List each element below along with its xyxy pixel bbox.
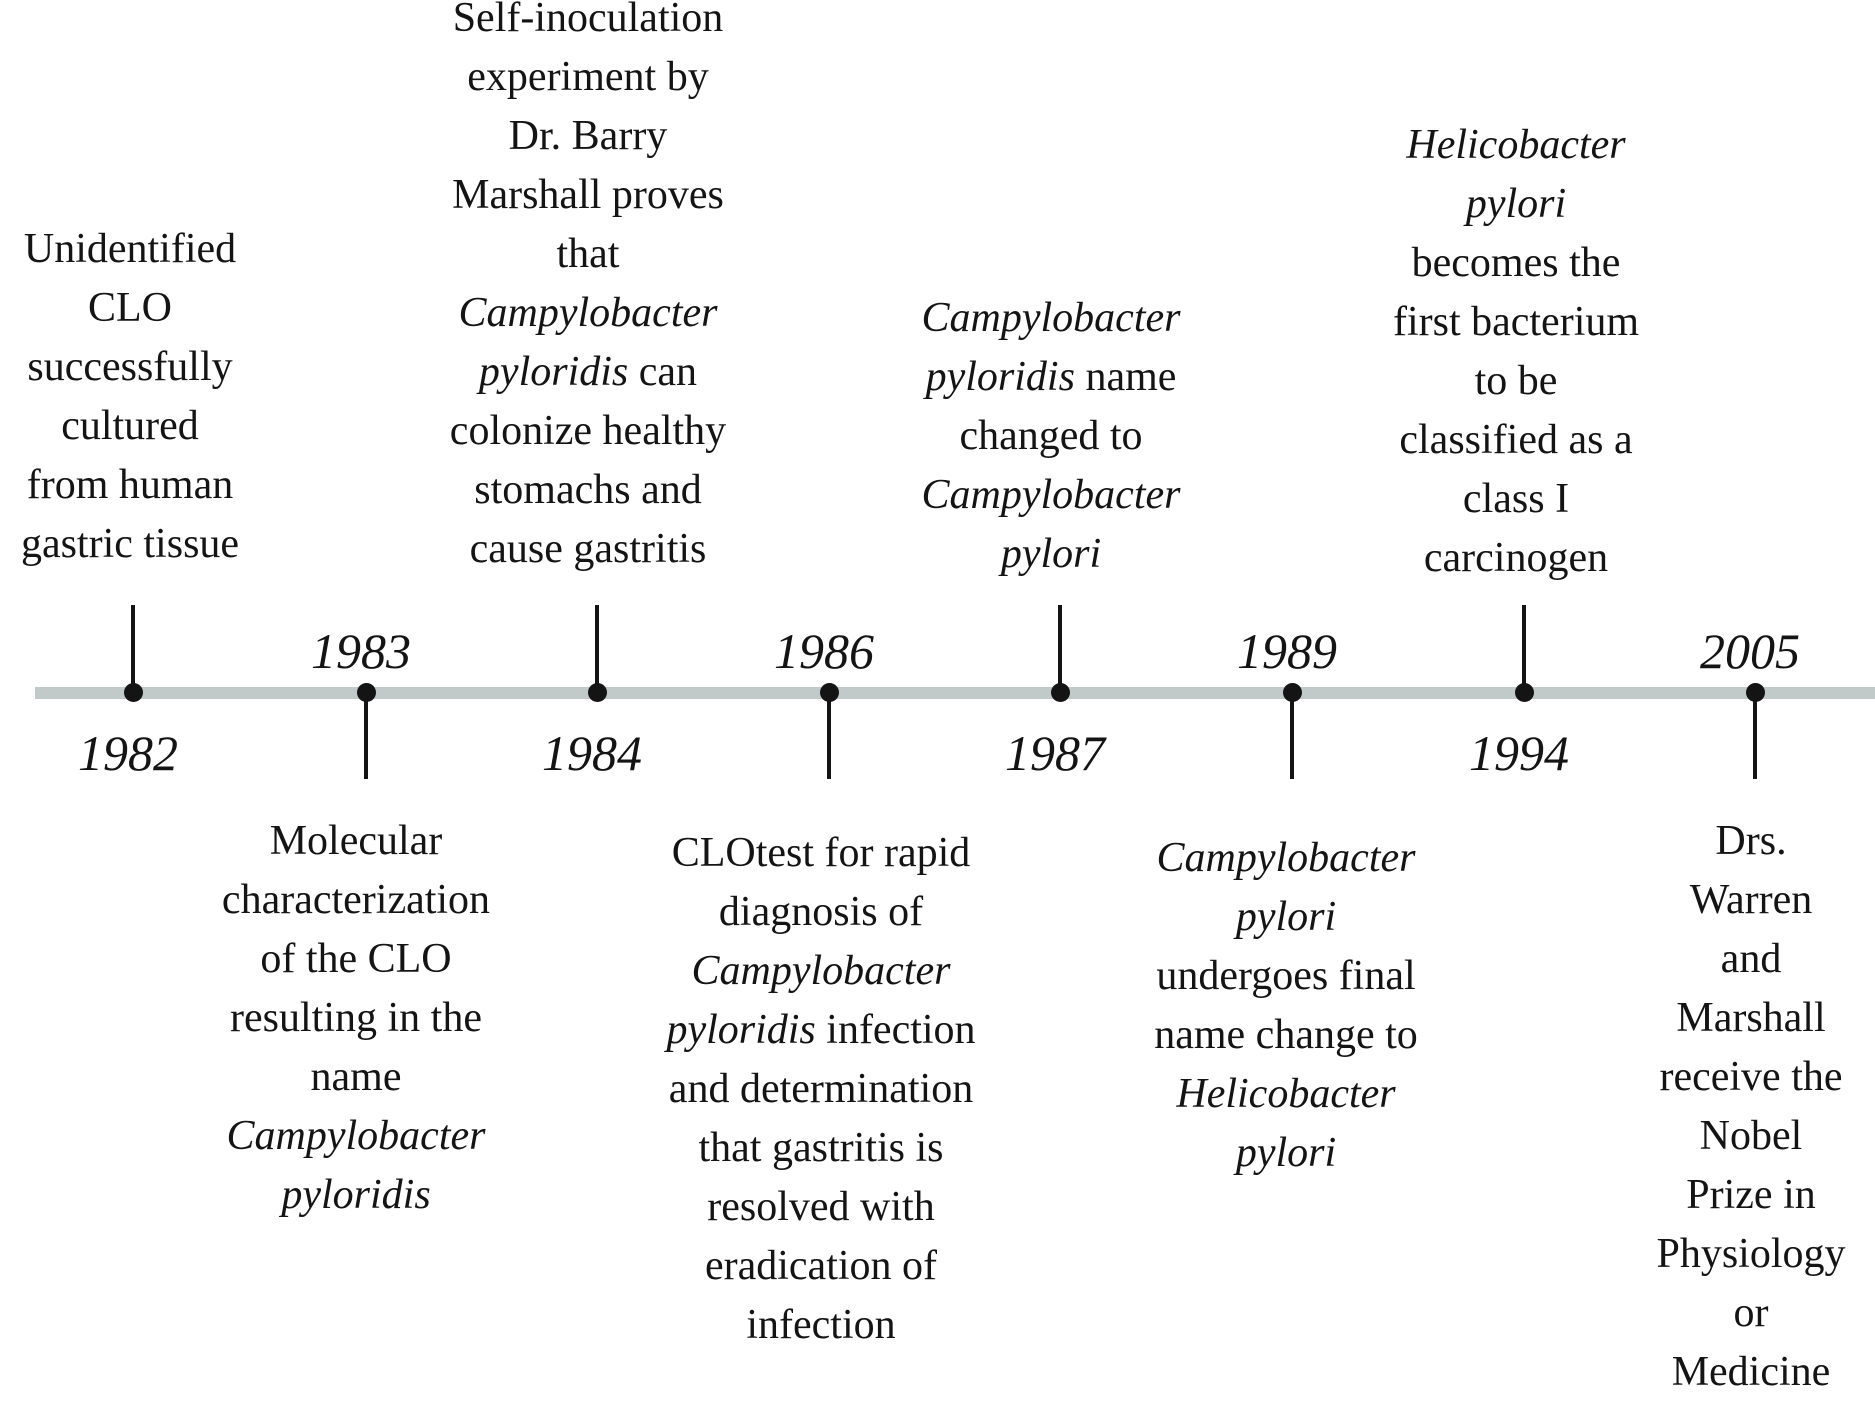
event-stem-7: [1522, 605, 1526, 693]
event-line: [136, 871, 576, 930]
event-line: [136, 1048, 576, 1107]
italic-text: Campylobacter: [226, 1113, 486, 1159]
event-year-8: 2005: [1700, 623, 1800, 679]
event-text: cultured: [61, 403, 199, 449]
event-description-5: [831, 289, 1271, 584]
event-text: can: [628, 349, 698, 395]
event-text: of the CLO: [260, 936, 452, 982]
event-line: [831, 466, 1271, 525]
event-line: [1531, 1225, 1875, 1284]
event-text: Unidentified: [23, 226, 237, 272]
event-line: [1531, 812, 1875, 871]
event-line: [0, 515, 350, 574]
event-year-2: 1983: [311, 623, 411, 679]
event-marker-1: [124, 683, 143, 702]
event-text: from human: [26, 462, 234, 508]
event-year-5: 1987: [1005, 725, 1105, 781]
event-line: [1066, 829, 1506, 888]
italic-text: Campylobacter: [921, 472, 1181, 518]
event-line: [368, 520, 808, 579]
event-line: [1531, 1166, 1875, 1225]
italic-text: Helicobacter: [1176, 1071, 1396, 1117]
event-text: or: [1733, 1290, 1769, 1336]
event-text: Molecular: [269, 818, 443, 864]
event-line: [601, 1237, 1041, 1296]
italic-text: pylori: [1000, 531, 1102, 577]
event-line: [1531, 1107, 1875, 1166]
timeline-axis: [35, 687, 1875, 699]
event-line: [368, 225, 808, 284]
event-description-4: [601, 824, 1041, 1355]
italic-text: pylori: [1235, 1130, 1337, 1176]
event-line: [0, 397, 350, 456]
event-text: carcinogen: [1423, 535, 1609, 581]
event-line: [601, 942, 1041, 1001]
event-text: receive the: [1659, 1054, 1843, 1100]
event-line: [368, 166, 808, 225]
event-line: [601, 824, 1041, 883]
event-text: infection: [815, 1007, 976, 1053]
event-line: [1296, 529, 1736, 588]
event-line: [1066, 1006, 1506, 1065]
event-year-6: 1989: [1237, 623, 1337, 679]
event-text: first bacterium: [1392, 299, 1640, 345]
event-stem-4: [827, 693, 831, 779]
event-text: infection: [746, 1302, 896, 1348]
event-description-6: [1066, 829, 1506, 1183]
event-line: [136, 989, 576, 1048]
event-text: Drs.: [1715, 818, 1787, 864]
event-line: [1531, 1284, 1875, 1343]
event-line: [601, 1060, 1041, 1119]
event-text: gastric tissue: [20, 521, 240, 567]
event-line: [368, 48, 808, 107]
event-text: Nobel: [1699, 1113, 1803, 1159]
event-text: changed to: [959, 413, 1143, 459]
event-marker-6: [1283, 683, 1302, 702]
event-line: [0, 338, 350, 397]
event-text: name: [310, 1054, 402, 1100]
event-description-8: [1531, 812, 1875, 1402]
event-line: [601, 1178, 1041, 1237]
event-line: [1531, 871, 1875, 930]
event-line: [1296, 352, 1736, 411]
event-line: [136, 930, 576, 989]
event-text: CLOtest for rapid: [671, 830, 971, 876]
event-marker-3: [588, 683, 607, 702]
italic-text: pyloridis: [666, 1007, 816, 1053]
event-year-1: 1982: [78, 725, 178, 781]
event-line: [831, 289, 1271, 348]
italic-text: pylori: [1235, 894, 1337, 940]
event-marker-2: [357, 683, 376, 702]
event-line: [1296, 293, 1736, 352]
event-text: and: [1720, 936, 1782, 982]
event-text: Prize in: [1686, 1172, 1816, 1218]
event-line: [368, 343, 808, 402]
event-text: becomes the: [1411, 240, 1621, 286]
event-line: [831, 348, 1271, 407]
event-text: Warren: [1689, 877, 1813, 923]
italic-text: pyloridis: [925, 354, 1075, 400]
event-text: and determination: [668, 1066, 974, 1112]
event-text: classified as a: [1399, 417, 1633, 463]
event-line: [0, 279, 350, 338]
event-text: eradication of: [704, 1243, 938, 1289]
event-line: [136, 1107, 576, 1166]
event-text: name change to: [1154, 1012, 1418, 1058]
event-year-3: 1984: [542, 725, 642, 781]
event-line: [368, 402, 808, 461]
event-line: [136, 812, 576, 871]
event-year-4: 1986: [774, 623, 874, 679]
event-line: [136, 1166, 576, 1225]
event-description-2: [136, 812, 576, 1225]
event-line: [368, 461, 808, 520]
event-line: [1531, 989, 1875, 1048]
event-text: Marshall: [1676, 995, 1826, 1041]
italic-text: Helicobacter: [1406, 122, 1626, 168]
event-line: [601, 1001, 1041, 1060]
event-text: experiment by: [467, 54, 709, 100]
event-text: class I: [1462, 476, 1570, 522]
event-line: [1296, 175, 1736, 234]
event-text: Dr. Barry: [508, 113, 668, 159]
italic-text: Campylobacter: [458, 290, 718, 336]
event-line: [0, 220, 350, 279]
event-line: [1296, 116, 1736, 175]
event-text: successfully: [27, 344, 233, 390]
event-line: [368, 284, 808, 343]
event-line: [1531, 1343, 1875, 1402]
event-line: [368, 0, 808, 48]
event-text: cause gastritis: [469, 526, 707, 572]
event-text: Physiology: [1656, 1231, 1846, 1277]
event-line: [1066, 1124, 1506, 1183]
event-line: [601, 1119, 1041, 1178]
event-text: undergoes final: [1156, 953, 1416, 999]
italic-text: pyloridis: [478, 349, 629, 395]
event-line: [1066, 1065, 1506, 1124]
event-text: resulting in the: [230, 995, 482, 1041]
event-text: CLO: [88, 285, 172, 331]
italic-text: Campylobacter: [921, 295, 1181, 341]
italic-text: Campylobacter: [691, 948, 951, 994]
event-line: [1066, 947, 1506, 1006]
event-text: diagnosis of: [718, 889, 924, 935]
event-line: [601, 1296, 1041, 1355]
event-marker-7: [1515, 683, 1534, 702]
event-text: that: [556, 231, 620, 277]
event-text: Self-inoculation: [452, 0, 724, 41]
event-line: [1531, 1048, 1875, 1107]
event-line: [601, 883, 1041, 942]
event-text: Marshall proves: [452, 172, 724, 218]
event-stem-6: [1290, 693, 1294, 779]
event-text: characterization: [221, 877, 491, 923]
event-line: [831, 407, 1271, 466]
italic-text: Campylobacter: [1156, 835, 1416, 881]
event-line: [1066, 888, 1506, 947]
event-description-1: [0, 220, 350, 574]
event-stem-2: [364, 693, 368, 779]
event-description-3: [368, 0, 808, 579]
italic-text: pylori: [1465, 181, 1567, 227]
event-line: [1296, 234, 1736, 293]
event-line: [831, 525, 1271, 584]
event-description-7: [1296, 116, 1736, 588]
event-stem-8: [1753, 693, 1757, 779]
event-text: that gastritis is: [698, 1125, 944, 1171]
event-marker-5: [1051, 683, 1070, 702]
event-text: colonize healthy: [449, 408, 727, 454]
event-year-7: 1994: [1469, 725, 1569, 781]
event-line: [0, 456, 350, 515]
event-line: [1296, 411, 1736, 470]
event-stem-3: [595, 605, 599, 693]
event-marker-4: [820, 683, 839, 702]
event-text: name: [1074, 354, 1177, 400]
event-text: resolved with: [707, 1184, 935, 1230]
event-stem-5: [1058, 605, 1062, 693]
event-stem-1: [131, 605, 135, 693]
event-line: [1531, 930, 1875, 989]
event-line: [368, 107, 808, 166]
event-text: Medicine: [1671, 1349, 1831, 1395]
event-text: stomachs and: [474, 467, 702, 513]
event-line: [1296, 470, 1736, 529]
event-marker-8: [1746, 683, 1765, 702]
event-text: to be: [1474, 358, 1558, 404]
italic-text: pyloridis: [281, 1172, 431, 1218]
